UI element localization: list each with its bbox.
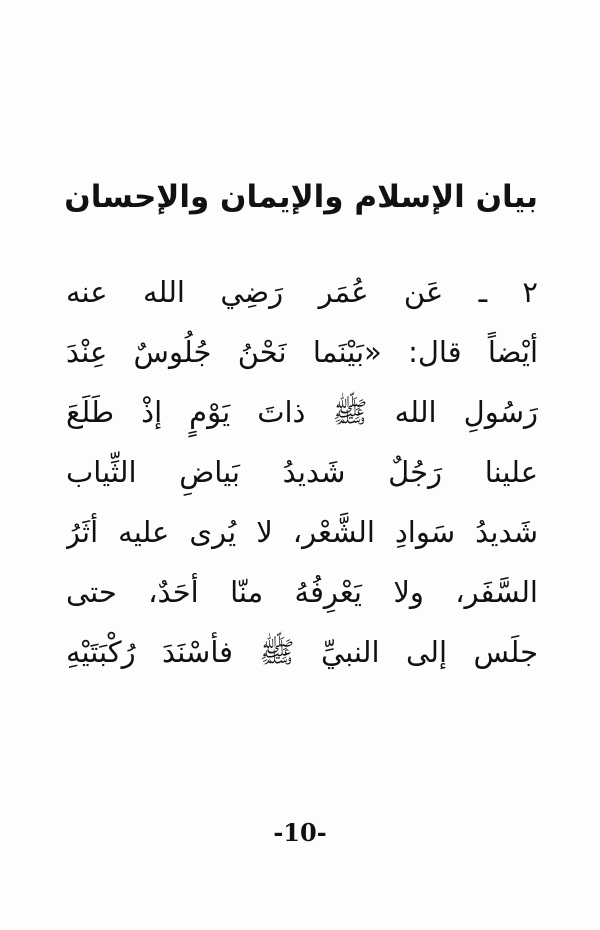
text-line: شَديدُ سَوادِ الشَّعْر، لا يُرى عليه أثَرُ bbox=[66, 515, 538, 549]
text-line: السَّفَر، ولا يَعْرِفُهُ منّا أحَدٌ، حتى bbox=[66, 575, 538, 609]
text-line: أيْضاً قال: «بَيْنَما نَحْنُ جُلُوسٌ عِنْدَ bbox=[66, 335, 538, 369]
page-number: -10- bbox=[273, 818, 327, 847]
hadith-text bbox=[66, 262, 538, 682]
text-line: جلَس إلى النبيِّ ﷺ فأسْنَدَ رُكْبَتَيْهِ bbox=[66, 635, 538, 669]
chapter-title: بيان الإسلام والإيمان والإحسان bbox=[64, 179, 538, 215]
text-line: رَسُولِ الله ﷺ ذاتَ يَوْمٍ إذْ طَلَعَ bbox=[66, 395, 538, 429]
text-line: علينا رَجُلٌ شَديدُ بَياضِ الثِّياب bbox=[66, 455, 538, 489]
text-line: ٢ ـ عَن عُمَر رَضِي الله عنه bbox=[66, 275, 538, 309]
